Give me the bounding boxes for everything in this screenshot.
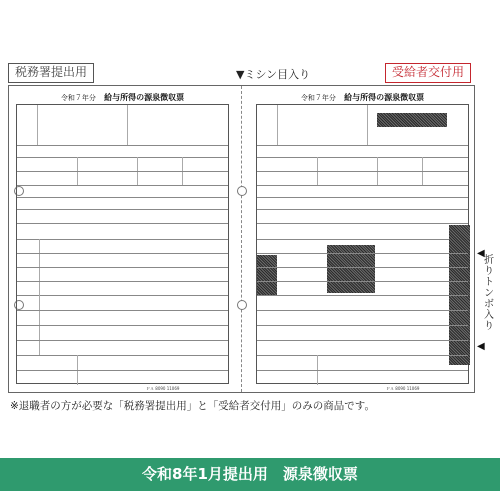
center-hole-top	[237, 186, 247, 196]
maker-code: ＰＡ 8090 11069	[146, 386, 180, 391]
slip-heading	[16, 92, 229, 103]
product-banner: 令和8年1月提出用 源泉徴収票	[0, 458, 500, 491]
security-pattern	[257, 255, 277, 295]
slip-recipient	[256, 90, 469, 390]
slip-year: 令和７年分	[60, 94, 96, 102]
perforation-label: ▼ミシン目入り	[236, 68, 311, 81]
recipient-copy-label: 受給者交付用	[385, 63, 471, 83]
slip-year: 令和７年分	[300, 94, 336, 102]
center-hole-bottom	[237, 300, 247, 310]
fold-arrow-top: ◀	[477, 248, 485, 259]
slip-title: 給与所得の源泉徴収票	[104, 93, 185, 102]
fold-arrow-bottom: ◀	[477, 341, 485, 352]
slip-title: 給与所得の源泉徴収票	[344, 93, 425, 102]
tax-office-copy-label: 税務署提出用	[8, 63, 94, 83]
slip-heading	[256, 92, 469, 103]
slip-grid	[256, 104, 469, 384]
slip-grid	[16, 104, 229, 384]
product-note: ※退職者の方が必要な「税務署提出用」と「受給者交付用」のみの商品です。	[10, 400, 375, 412]
fold-mark-label: 折りトンボ入り	[484, 255, 494, 332]
perforation-line	[241, 86, 242, 392]
slip-tax-office	[16, 90, 229, 390]
maker-code: ＰＡ 8090 11069	[386, 386, 420, 391]
security-pattern	[377, 113, 447, 127]
